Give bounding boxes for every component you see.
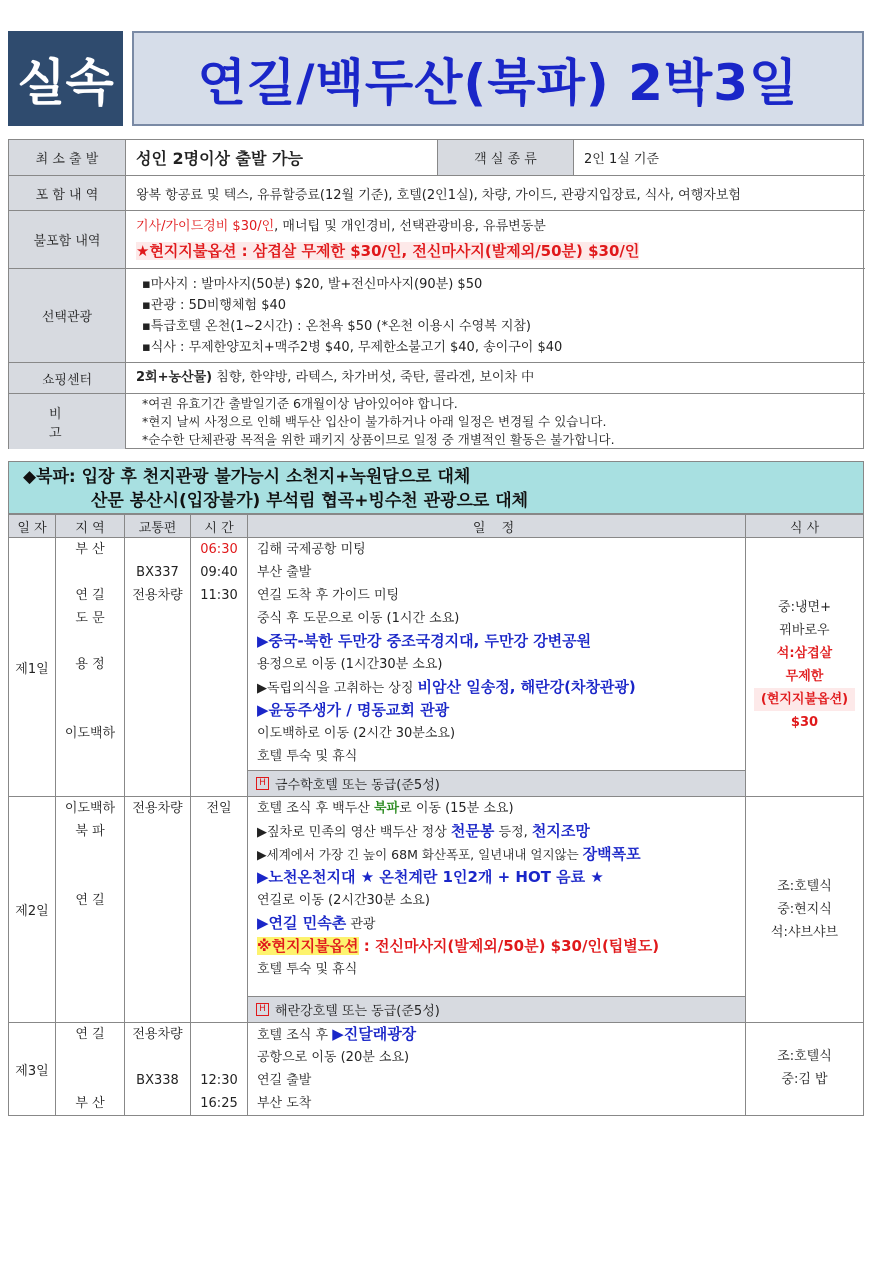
itinerary-text: ▶세계에서 가장 긴 높이 68M 화산폭포, 일년내내 얼지않는 <box>257 847 583 862</box>
itinerary-line: 호텔 투숙 및 휴식 <box>257 749 358 764</box>
time <box>191 1046 247 1069</box>
day-row <box>9 1023 863 1115</box>
local-payment-option: ★현지지불옵션 : 삼겹살 무제한 $30/인, 전신마사지(발제외/50분) $30/인 <box>136 241 640 260</box>
transport-column <box>125 538 191 796</box>
meal: 조:호텔식 <box>777 1049 832 1064</box>
notes-list <box>126 394 864 449</box>
meal: 중:현지식 <box>777 902 832 917</box>
itinerary-line: 용정으로 이동 (1시간30분 소요) <box>257 657 443 672</box>
time: 06:30 <box>200 542 238 557</box>
header-time: 시 간 <box>191 515 248 537</box>
excluded-label: 불포함 내역 <box>9 211 126 268</box>
day-label: 제1일 <box>9 538 56 796</box>
itinerary-line: 공항으로 이동 (20분 소요) <box>257 1050 410 1065</box>
min-departure-label: 최 소 출 발 <box>9 140 126 175</box>
time: 09:40 <box>200 565 238 580</box>
itinerary-line: 부산 출발 <box>257 565 312 580</box>
itinerary-line <box>257 797 745 820</box>
itinerary-highlight: ▶윤동주생가 / 명동교회 관광 <box>257 701 450 719</box>
itinerary-line: 김해 국제공항 미팅 <box>257 542 366 557</box>
itinerary-highlight: ▶노천온천지대 ★ 온천계란 1인2개 + HOT 음료 ★ <box>257 868 604 886</box>
region <box>56 843 124 866</box>
day-label: 제3일 <box>9 1023 56 1115</box>
shopping-label: 쇼핑센터 <box>9 363 126 393</box>
optional-tour-label: 선택관광 <box>9 269 126 362</box>
itinerary-line <box>257 935 745 958</box>
itinerary-text: 호텔 조식 후 백두산 <box>257 801 374 816</box>
itinerary-text: 관광 <box>346 917 376 932</box>
itinerary-highlight: 천문봉 <box>450 822 495 840</box>
itinerary-highlight: ▶중국-북한 두만강 중조국경지대, 두만강 강변공원 <box>257 632 592 650</box>
transport <box>125 1046 190 1069</box>
optional-item: ▪특급호텔 온천(1~2시간) : 온천욕 $50 (*온천 이용시 수영복 지참) <box>142 318 532 334</box>
info-row-optional <box>9 269 865 363</box>
region <box>56 1046 124 1069</box>
region <box>56 676 124 699</box>
day-row <box>9 797 863 1023</box>
flight-number: BX338 <box>136 1073 179 1088</box>
time: 전일 <box>206 801 232 816</box>
itinerary-line: 연길로 이동 (2시간30분 소요) <box>257 893 430 908</box>
region: 연 길 <box>75 588 105 603</box>
meal: 중:냉면+ <box>778 600 831 615</box>
driver-guide-fee: 기사/가이드경비 $30/인 <box>136 218 275 234</box>
itinerary-line: 중식 후 도문으로 이동 (1시간 소요) <box>257 611 460 626</box>
itinerary-column <box>248 538 746 796</box>
meal-price: $30 <box>790 715 819 730</box>
meal: 조:호텔식 <box>777 879 832 894</box>
itinerary-line: 이도백하로 이동 (2시간 30분소요) <box>257 726 456 741</box>
region: 이도백하 <box>64 726 116 741</box>
day-label: 제2일 <box>9 797 56 1022</box>
local-payment-tag: (현지지불옵션) <box>754 688 855 711</box>
excluded-line-1 <box>136 215 864 239</box>
itinerary-line <box>257 843 745 866</box>
schedule-header <box>9 515 863 538</box>
time-column <box>191 538 248 796</box>
local-payment-tag: ※현지지불옵션 <box>257 937 359 955</box>
region-column <box>56 1023 125 1115</box>
notice-line-1: ◆북파: 입장 후 천지관광 불가능시 소천지+녹원담으로 대체 <box>23 467 471 487</box>
included-value: 왕복 항공료 및 텍스, 유류할증료(12월 기준), 호텔(2인1실), 차량, 가이드, 관광지입장료, 식사, 여행자보험 <box>136 187 741 203</box>
excluded-value <box>126 211 864 268</box>
itinerary-line <box>257 912 745 935</box>
optional-item: ▪관광 : 5D비행체험 $40 <box>142 297 287 313</box>
itinerary-line: 연길 출발 <box>257 1073 312 1088</box>
itinerary-text: ▶짚차로 민족의 영산 백두산 정상 <box>257 825 451 840</box>
hotel-name: 금수학호텔 또는 동급(준5성) <box>275 778 440 793</box>
meal-column <box>746 538 863 796</box>
region: 연 길 <box>75 893 105 908</box>
included-label: 포 함 내 역 <box>9 176 126 210</box>
region-column <box>56 538 125 796</box>
info-row-notes <box>9 394 865 450</box>
itinerary-column <box>248 1023 746 1115</box>
itinerary-text: 로 이동 (15분 소요) <box>399 801 514 816</box>
time: 12:30 <box>200 1073 238 1088</box>
header-transport: 교통편 <box>125 515 191 537</box>
itinerary-text: 등정, <box>494 825 532 840</box>
hotel-icon: H <box>256 1003 269 1016</box>
meal: 무제한 <box>785 669 824 684</box>
itinerary-text: : 전신마사지(발제외/50분) $30/인(팁별도) <box>358 937 660 955</box>
optional-tour-list <box>126 269 864 362</box>
region-column <box>56 797 125 1022</box>
transport <box>125 538 190 561</box>
product-badge: 실속 <box>8 31 123 126</box>
region <box>56 630 124 653</box>
time: 16:25 <box>200 1096 238 1111</box>
shopping-count: 2회+농산물) <box>136 370 213 385</box>
shopping-value <box>126 363 864 393</box>
region <box>56 1069 124 1092</box>
header-meal: 식 사 <box>746 515 863 537</box>
time <box>191 1023 247 1046</box>
note-item: *현지 날씨 사정으로 인해 백두산 입산이 불가하거나 아래 일정은 변경될 수 있습니다. <box>142 413 607 429</box>
itinerary-text: ▶독립의식을 고취하는 상징 <box>257 681 418 696</box>
header-region: 지 역 <box>56 515 125 537</box>
info-row-departure <box>9 140 865 176</box>
flight-number: BX337 <box>136 565 179 580</box>
min-departure-value: 성인 2명이상 출발 가능 <box>126 140 438 175</box>
header-itinerary: 일 정 <box>248 515 746 537</box>
north-slope-notice <box>8 461 864 514</box>
day-row <box>9 538 863 797</box>
info-row-included <box>9 176 865 211</box>
meal: 석:샤브샤브 <box>770 925 839 940</box>
transport-column <box>125 797 191 1022</box>
transport: 전용차량 <box>132 801 183 816</box>
time: 11:30 <box>200 588 238 603</box>
transport: 전용차량 <box>132 588 183 603</box>
itinerary-highlight: ▶진달래광장 <box>332 1025 417 1043</box>
itinerary-line <box>257 676 745 699</box>
itinerary-column <box>248 797 746 1022</box>
time-column <box>191 1023 248 1115</box>
notes-label: 비 고 <box>9 394 126 449</box>
itinerary-line <box>257 820 745 843</box>
transport-column <box>125 1023 191 1115</box>
info-table <box>8 139 864 449</box>
meal: 석:삼겹살 <box>776 646 833 661</box>
hotel-row <box>248 770 746 796</box>
itinerary-highlight: 북파 <box>374 801 400 816</box>
region <box>56 866 124 889</box>
shopping-items: 침향, 한약방, 라텍스, 차가버섯, 죽탄, 콜라겐, 보이차 中 <box>212 370 535 385</box>
meal-column <box>746 1023 863 1115</box>
region: 부 산 <box>75 1096 105 1111</box>
itinerary-text: 호텔 조식 후 <box>257 1028 333 1043</box>
region: 도 문 <box>75 611 105 626</box>
region: 연 길 <box>75 1027 105 1042</box>
region <box>56 561 124 584</box>
note-item: *여권 유효기간 출발일기준 6개월이상 남아있어야 합니다. <box>142 395 458 411</box>
page-title: 연길/백두산(북파) 2박3일 <box>132 31 864 126</box>
note-item: *순수한 단체관광 목적을 위한 패키지 상품이므로 일정 중 개별적인 활동은 불가합니다. <box>142 431 615 447</box>
hotel-name: 해란강호텔 또는 동급(준5성) <box>275 1004 440 1019</box>
region: 용 정 <box>75 657 105 672</box>
itinerary-highlight: ▶연길 민속촌 <box>257 914 347 932</box>
meal-column <box>746 797 863 1022</box>
optional-item: ▪마사지 : 발마사지(50분) $20, 발+전신마사지(90분) $50 <box>142 276 483 292</box>
itinerary-highlight: 비암산 일송정, 해란강(차창관광) <box>417 678 636 696</box>
schedule-table <box>8 514 864 1116</box>
info-row-excluded <box>9 211 865 269</box>
region: 부 산 <box>75 542 105 557</box>
room-type-value: 2인 1실 기준 <box>584 152 660 167</box>
region: 북 파 <box>75 824 105 839</box>
hotel-row <box>248 996 746 1022</box>
transport: 전용차량 <box>132 1027 183 1042</box>
itinerary-line: 호텔 투숙 및 휴식 <box>257 962 358 977</box>
time-column <box>191 797 248 1022</box>
excluded-rest: , 매너팁 및 개인경비, 선택관광비용, 유류변동분 <box>274 218 546 234</box>
itinerary-line: 부산 도착 <box>257 1096 312 1111</box>
itinerary-line <box>257 1023 745 1046</box>
meal: 중:김 밥 <box>781 1072 828 1087</box>
region <box>56 699 124 722</box>
meal: 꿔바로우 <box>779 623 830 638</box>
room-type-label: 객 실 종 류 <box>438 140 574 175</box>
info-row-shopping <box>9 363 865 394</box>
region: 이도백하 <box>64 801 116 816</box>
hotel-icon: H <box>256 777 269 790</box>
notice-line-2: 산문 봉산시(입장불가) 부석림 협곡+빙수천 관광으로 대체 <box>91 491 529 511</box>
itinerary-highlight: 장백폭포 <box>582 845 641 863</box>
itinerary-line: 연길 도착 후 가이드 미팅 <box>257 588 400 603</box>
optional-item: ▪식사 : 무제한양꼬치+맥주2병 $40, 무제한소불고기 $40, 송이구이 $40 <box>142 339 563 355</box>
header-day: 일 자 <box>9 515 56 537</box>
itinerary-highlight: 천지조망 <box>531 822 590 840</box>
